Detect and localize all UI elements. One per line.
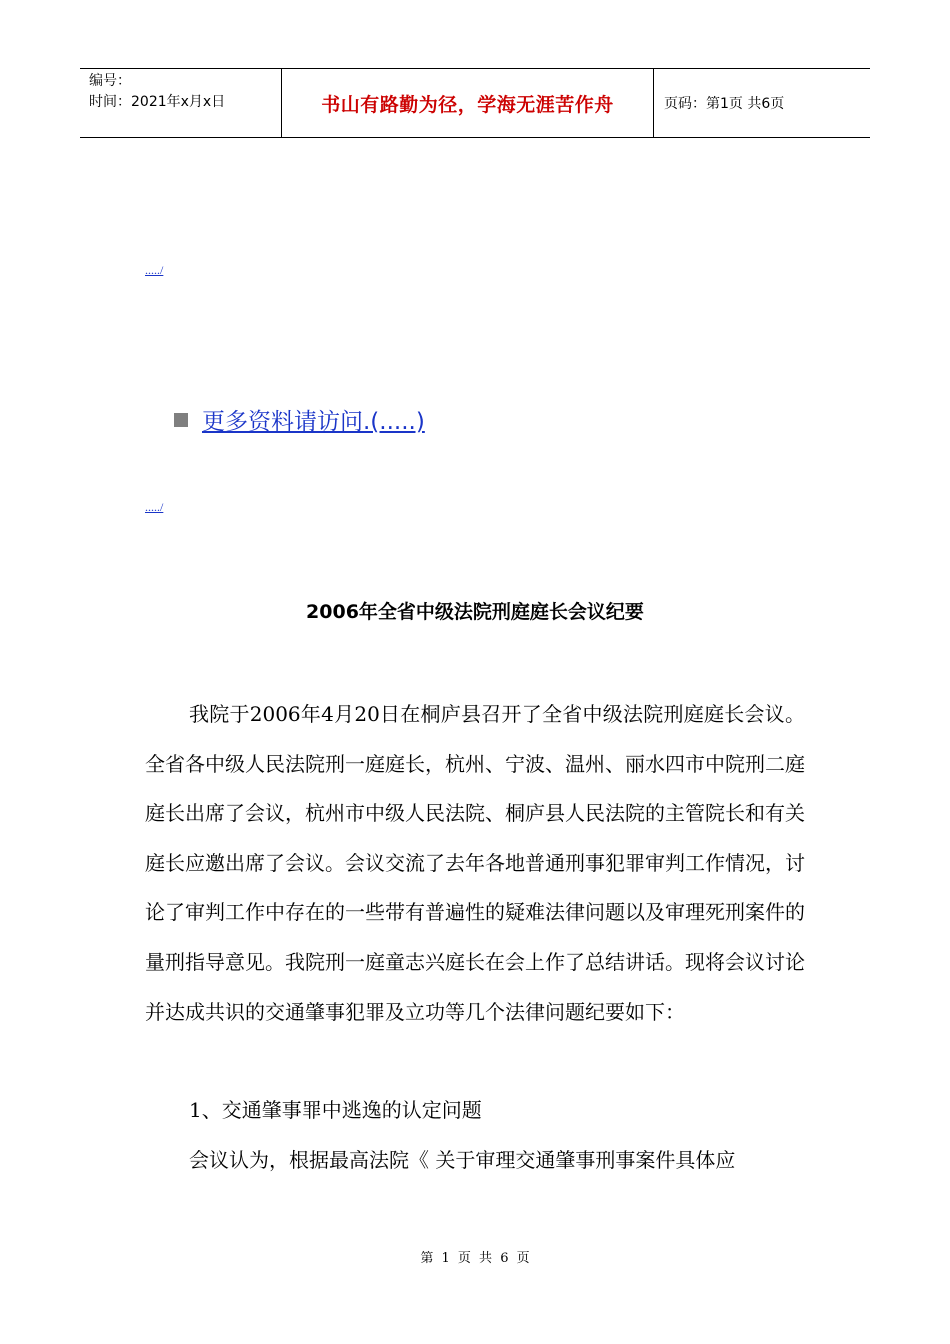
bottom-link[interactable]: ...../	[145, 500, 164, 514]
paragraph-intro: 我院于2006年4月20日在桐庐县召开了全省中级法院刑庭庭长会议。全省各中级人民法院刑一庭庭长，杭州、宁波、温州、丽水四市中院刑二庭庭长出席了会议，杭州市中级人民法院、桐庐县人民法院的主管院长和有关庭长应邀出席了会议。会议交流了去年各地普通刑事犯罪审判工作情况，讨论了审判工作中存在的一些带有普遍性的疑难法律问题以及审理死刑案件的量刑指导意见。我院刑一庭童志兴庭长在会上作了总结讲话。现将会议讨论并达成共识的交通肇事犯罪及立功等几个法律问题纪要如下：	[145, 702, 805, 1024]
item1-heading: 1、交通肇事罪中逃逸的认定问题	[189, 1098, 482, 1122]
header-page-label: 页码：第1页 共6页	[664, 96, 785, 112]
more-info-link[interactable]: 更多资料请访问.(.....)	[202, 409, 425, 435]
serial-label: 编号：	[89, 73, 131, 89]
header-table	[80, 68, 870, 138]
top-link[interactable]: ...../	[145, 263, 164, 277]
header-page-cell	[654, 69, 870, 137]
header-motto-cell	[282, 69, 654, 137]
header-meta-cell	[80, 69, 282, 137]
more-info-row	[174, 403, 425, 436]
square-bullet-icon	[174, 413, 188, 427]
item1-text: 会议认为，根据最高法院《 关于审理交通肇事刑事案件具体应	[189, 1148, 736, 1172]
header-motto: 书山有路勤为径，学海无涯苦作舟	[321, 93, 614, 116]
page-footer: 第 1 页 共 6 页	[420, 1251, 530, 1266]
document-title: 2006年全省中级法院刑庭庭长会议纪要	[306, 601, 644, 623]
date-label: 时间：2021年x月x日	[89, 94, 226, 110]
